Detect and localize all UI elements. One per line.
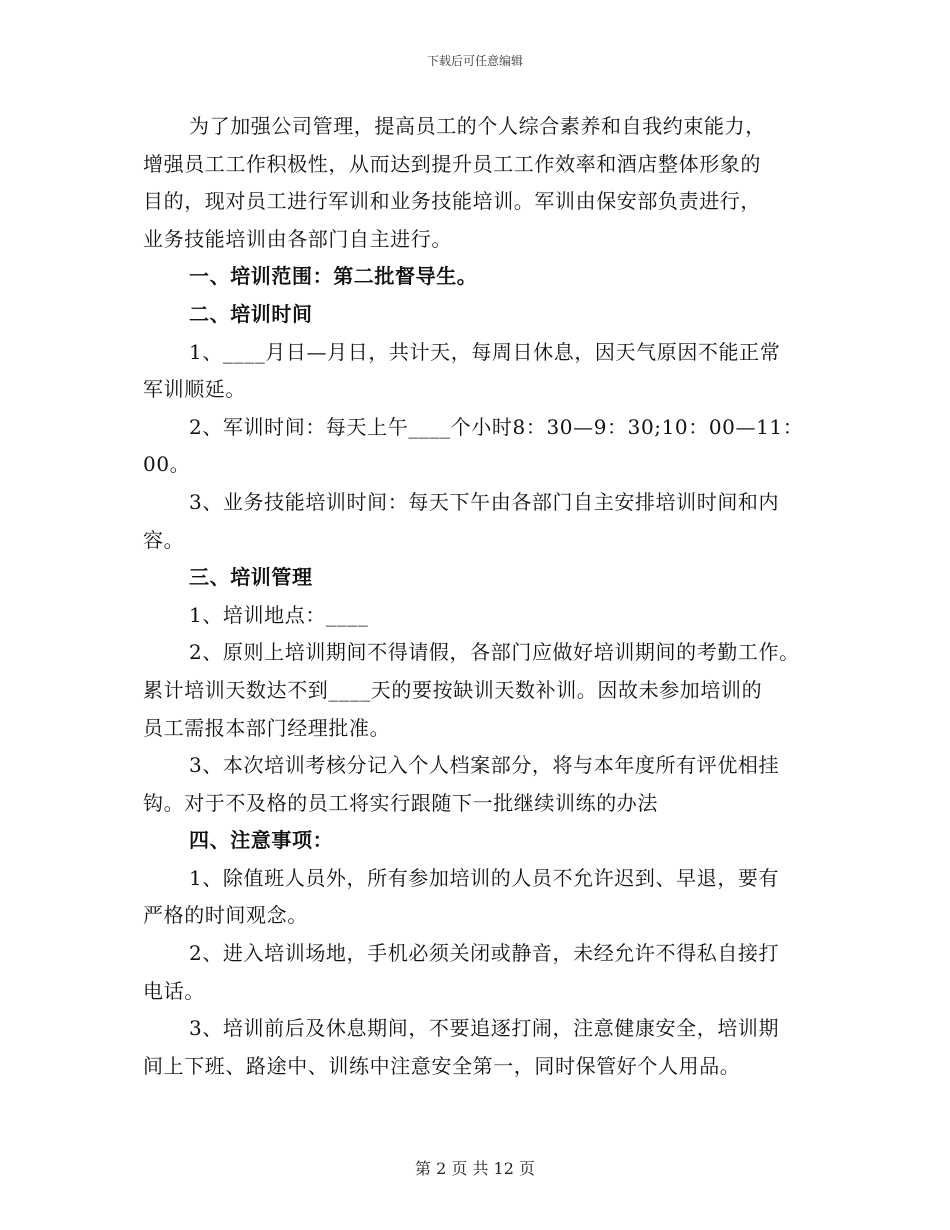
section-4-title: 四、注意事项： bbox=[189, 828, 334, 853]
list-item bbox=[143, 860, 823, 935]
section-heading bbox=[143, 258, 823, 296]
list-item bbox=[143, 1010, 823, 1085]
section-heading bbox=[143, 822, 823, 860]
section-heading bbox=[143, 296, 823, 334]
text-line: 业务技能培训由各部门自主进行。 bbox=[143, 226, 452, 251]
section-heading bbox=[143, 559, 823, 597]
text-line: 3、本次培训考核分记入个人档案部分，将与本年度所有评优相挂 bbox=[189, 753, 780, 778]
text-line: 目的，现对员工进行军训和业务技能培训。军训由保安部负责进行， bbox=[143, 189, 761, 214]
text-line: 3、业务技能培训时间：每天下午由各部门自主安排培训时间和内 bbox=[189, 489, 780, 514]
list-item bbox=[143, 409, 823, 484]
text-line: 1、培训地点：____ bbox=[189, 602, 369, 627]
text-line: 为了加强公司管理，提高员工的个人综合素养和自我约束能力， bbox=[189, 114, 766, 138]
page-header-note: 下载后可任意编辑 bbox=[426, 54, 523, 68]
text-line: 严格的时间观念。 bbox=[143, 903, 308, 928]
text-line: 3、培训前后及休息期间，不要追逐打闹，注意健康安全，培训期 bbox=[189, 1016, 780, 1041]
text-line: 增强员工工作积极性，从而达到提升员工工作效率和酒店整体形象的 bbox=[143, 151, 761, 176]
text-line: 军训顺延。 bbox=[143, 377, 246, 402]
document-body bbox=[143, 108, 823, 1085]
section-3-title: 三、培训管理 bbox=[189, 565, 313, 590]
intro-paragraph bbox=[143, 108, 823, 258]
page-number: 第 2 页 共 12 页 bbox=[415, 1159, 535, 1178]
text-line: 容。 bbox=[143, 527, 185, 552]
text-line: 钩。对于不及格的员工将实行跟随下一批继续训练的办法 bbox=[143, 790, 658, 815]
section-1-title: 一、培训范围：第二批督导生。 bbox=[189, 264, 478, 289]
list-item bbox=[143, 634, 823, 747]
list-item bbox=[143, 484, 823, 559]
text-line: 累计培训天数达不到____天的要按缺训天数补训。因故未参加培训的 bbox=[143, 677, 763, 702]
text-line: 员工需报本部门经理批准。 bbox=[143, 715, 391, 740]
text-line: 2、原则上培训期间不得请假，各部门应做好培训期间的考勤工作。 bbox=[189, 640, 800, 665]
text-line: 电话。 bbox=[143, 978, 205, 1003]
text-line: 2、军训时间：每天上午____个小时8：30—9：30;10：00—11： bbox=[189, 414, 804, 439]
text-line: 00。 bbox=[143, 452, 191, 477]
list-item bbox=[143, 935, 823, 1010]
list-item bbox=[143, 334, 823, 409]
list-item bbox=[143, 747, 823, 822]
text-line: 1、____月日—月日，共计天，每周日休息，因天气原因不能正常 bbox=[189, 339, 781, 364]
text-line: 2、进入培训场地，手机必须关闭或静音，未经允许不得私自接打 bbox=[189, 941, 780, 966]
text-line: 1、除值班人员外，所有参加培训的人员不允许迟到、早退，要有 bbox=[189, 865, 780, 890]
list-item bbox=[143, 597, 823, 635]
section-2-title: 二、培训时间 bbox=[189, 301, 313, 326]
text-line: 间上下班、路途中、训练中注意安全第一，同时保管好个人用品。 bbox=[143, 1053, 741, 1078]
